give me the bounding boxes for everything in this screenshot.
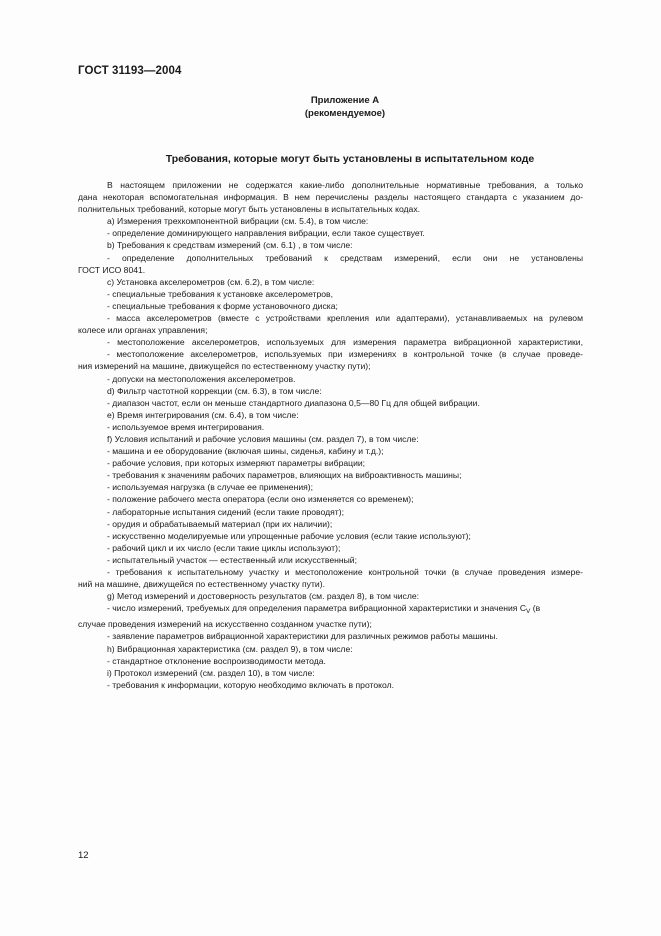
text-line-content: g) Метод измерений и достоверность результатов (см. раздел 8), в том числе:	[107, 591, 420, 602]
text-line	[78, 433, 583, 445]
text-line-content: f) Условия испытаний и рабочие условия машины (см. раздел 7), в том числе:	[107, 433, 419, 444]
text-line-content: - диапазон частот, если он меньше стандартного диапазона 0,5—80 Гц для общей вибрации.	[107, 397, 480, 408]
text-line-content: случае проведения измерений на искусственно созданном участке пути);	[78, 619, 372, 630]
text-line	[78, 312, 583, 324]
text-line-content: ния измерений на машине, движущейся по естественному участку пути);	[78, 361, 371, 372]
standard-id: ГОСТ 31193—2004	[78, 65, 182, 77]
text-line-content: - машина и ее оборудование (включая шины, сиденья, кабину и т.д.);	[107, 446, 384, 457]
text-line	[78, 554, 583, 566]
text-line	[78, 655, 583, 667]
text-line	[78, 679, 583, 691]
text-line-content: - требования к испытательному участку и местоположение контрольной точки (в случае проведения измере-	[107, 567, 583, 577]
body-text	[78, 179, 583, 691]
page-number: 12	[78, 850, 89, 861]
text-line	[78, 288, 583, 300]
text-line-content: ГОСТ ИСО 8041.	[78, 264, 146, 275]
text-line	[78, 276, 583, 288]
text-line-content: - рабочий цикл и их число (если такие циклы используют);	[107, 542, 341, 553]
text-line	[78, 630, 583, 642]
text-line-content: - используемое время интегрирования.	[107, 421, 265, 432]
text-line-content: полнительных требований, которые могут быть установлены в испытательных кодах.	[78, 204, 421, 215]
text-line-content: - требования к значениям рабочих параметров, влияющих на виброактивность машины;	[107, 470, 462, 481]
text-line-content: i) Протокол измерений (см. раздел 10), в том числе:	[107, 667, 315, 678]
text-line-content: - заявление параметров вибрационной характеристики для различных режимов работы машины.	[107, 631, 498, 642]
text-line	[78, 590, 583, 602]
text-line-content: дана некоторая вспомогательная информация. В нем перечислены разделы настоящего стандарта с указанием до-	[78, 192, 583, 203]
text-line	[78, 445, 583, 457]
text-line-content: - используемая нагрузка (в случае ее применения);	[107, 482, 314, 493]
text-line	[78, 578, 583, 590]
text-line	[78, 336, 583, 348]
text-line	[78, 191, 583, 203]
text-line	[78, 493, 583, 505]
text-line-content: колесе или органах управления;	[78, 325, 208, 336]
text-line-content: d) Фильтр частотной коррекции (см. 6.3), в том числе:	[107, 385, 322, 396]
text-line	[78, 179, 583, 191]
text-line-content: - число измерений, требуемых для определения параметра вибрационной характеристики и значения C	[107, 603, 527, 614]
text-line	[78, 506, 583, 518]
text-line	[78, 227, 583, 239]
text-line	[78, 566, 583, 578]
text-line-content: - стандартное отклонение воспроизводимости метода.	[107, 655, 326, 666]
text-line	[78, 602, 583, 618]
text-line	[78, 457, 583, 469]
text-line-content: b) Требования к средствам измерений (см. 6.1) , в том числе:	[107, 240, 353, 251]
text-line-content: - требования к информации, которую необходимо включать в протокол.	[107, 679, 394, 690]
text-line	[78, 264, 583, 276]
text-line-content: - рабочие условия, при которых измеряют параметры вибрации;	[107, 458, 366, 469]
text-line	[78, 239, 583, 251]
text-line	[78, 385, 583, 397]
text-line-content: - лабораторные испытания сидений (если такие проводят);	[107, 506, 344, 517]
text-line-content: e) Время интегрирования (см. 6.4), в том числе:	[107, 409, 299, 420]
text-line-content: - определение дополнительных требований к средствам измерений, если они не установлены	[107, 252, 583, 263]
text-line	[78, 397, 583, 409]
appendix-title: Приложение А	[310, 95, 380, 106]
text-line-content: - специальные требования к форме установочного диска;	[107, 300, 338, 311]
text-line-content: h) Вибрационная характеристика (см. раздел 9), в том числе:	[107, 643, 353, 654]
text-line	[78, 481, 583, 493]
text-line-content: - положение рабочего места оператора (если оно изменяется со временем);	[107, 494, 414, 505]
text-line	[78, 518, 583, 530]
text-line	[78, 324, 583, 336]
text-line	[78, 643, 583, 655]
text-line-content: - местоположение акселерометров, используемых для измерения параметра вибрационной характеристики,	[107, 337, 583, 348]
text-line-content: - орудия и обрабатываемый материал (при их наличии);	[107, 518, 333, 529]
text-line-content: В настоящем приложении не содержатся какие-либо дополнительные нормативные требования, а только	[107, 180, 583, 190]
text-line-tail: (в	[530, 603, 541, 614]
text-line-content: - допуски на местоположения акселерометров.	[107, 373, 296, 384]
text-line	[78, 409, 583, 421]
text-line	[78, 421, 583, 433]
text-line	[78, 203, 583, 215]
text-line	[78, 618, 583, 630]
text-line-content: - специальные требования к установке акселерометров,	[107, 288, 334, 299]
text-line	[78, 373, 583, 385]
appendix-status: (рекомендуемое)	[304, 108, 386, 119]
text-line	[78, 530, 583, 542]
text-line-content: c) Установка акселерометров (см. 6.2), в том числе:	[107, 276, 315, 287]
text-line-content: - определение доминирующего направления вибрации, если такое существует.	[107, 228, 425, 239]
text-line	[78, 542, 583, 554]
text-line	[78, 300, 583, 312]
text-line	[78, 252, 583, 264]
text-line-content: a) Измерения трехкомпонентной вибрации (см. 5.4), в том числе:	[107, 216, 369, 227]
text-line	[78, 667, 583, 679]
text-line-content: - местоположение акселерометров, используемых при измерениях в контрольной точке (в случае проведе-	[107, 349, 583, 360]
subscript: V	[526, 608, 531, 616]
text-line	[78, 348, 583, 360]
text-line	[78, 469, 583, 481]
section-heading: Требования, которые могут быть установлены в испытательном коде	[165, 153, 535, 165]
text-line-content: - масса акселерометров (вместе с устройствами крепления или адаптерами), устанавливаемых на рулевом	[107, 313, 583, 324]
text-line-content: - испытательный участок — естественный или искусственный;	[107, 554, 357, 565]
text-line-content: ний на машине, движущейся по естественному участку пути).	[78, 579, 325, 590]
text-line-content: - искусственно моделируемые или упрощенные рабочие условия (если такие используют);	[107, 530, 471, 541]
text-line	[78, 215, 583, 227]
text-line	[78, 360, 583, 372]
